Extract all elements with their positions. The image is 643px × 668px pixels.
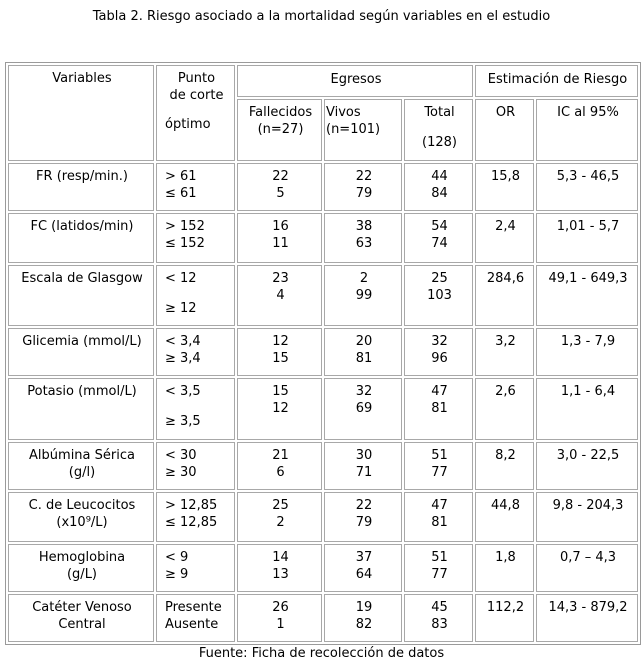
cell-variable bbox=[8, 492, 154, 542]
header-cell-or bbox=[475, 99, 534, 161]
cell-ic bbox=[536, 213, 638, 263]
cell-or-text: 8,2 bbox=[495, 448, 516, 463]
cell-corte-text: > 61 bbox=[165, 169, 197, 184]
header-punto-l1: Punto bbox=[177, 71, 216, 86]
cell-total-text: 51 bbox=[431, 550, 448, 565]
cell-vivos-text: 64 bbox=[355, 567, 373, 582]
header-cell-punto bbox=[156, 65, 235, 161]
cell-total-text: 51 bbox=[431, 448, 448, 463]
data-table bbox=[5, 62, 641, 645]
header-or: OR bbox=[495, 105, 516, 120]
cell-total bbox=[404, 163, 473, 211]
cell-corte-text: < 12 bbox=[165, 271, 197, 286]
cell-fallecidos-text: 15 bbox=[272, 384, 289, 399]
cell-corte bbox=[156, 328, 235, 376]
cell-ic bbox=[536, 378, 638, 440]
cell-corte bbox=[156, 163, 235, 211]
cell-total-text: 81 bbox=[431, 515, 448, 530]
cell-fallecidos-text: 21 bbox=[272, 448, 289, 463]
cell-or-text: 44,8 bbox=[491, 498, 520, 513]
cell-or-text: 284,6 bbox=[486, 271, 525, 286]
cell-fallecidos-text: 13 bbox=[272, 567, 289, 582]
cell-corte bbox=[156, 213, 235, 263]
cell-fallecidos bbox=[237, 328, 322, 376]
cell-corte-text: > 152 bbox=[165, 219, 205, 234]
cell-ic bbox=[536, 442, 638, 490]
cell-corte-text: ≥ 3,4 bbox=[165, 351, 201, 366]
cell-variable-text: Catéter Venoso bbox=[32, 600, 132, 615]
cell-total bbox=[404, 544, 473, 592]
cell-vivos-text: 19 bbox=[355, 600, 373, 615]
cell-ic-text: 9,8 - 204,3 bbox=[552, 498, 624, 513]
cell-total-text: 81 bbox=[431, 401, 448, 416]
cell-vivos-text: 71 bbox=[355, 465, 373, 480]
cell-corte bbox=[156, 378, 235, 440]
cell-vivos-text: 79 bbox=[355, 186, 373, 201]
cell-or-text: 15,8 bbox=[491, 169, 520, 184]
cell-vivos-text: 20 bbox=[355, 334, 373, 349]
cell-vivos-text: 37 bbox=[355, 550, 373, 565]
cell-corte-text: < 30 bbox=[165, 448, 197, 463]
cell-corte bbox=[156, 442, 235, 490]
cell-total-text: 32 bbox=[431, 334, 448, 349]
header-egresos: Egresos bbox=[330, 72, 382, 87]
header-vivos-l2: (n=101) bbox=[326, 122, 381, 137]
cell-fallecidos-text: 14 bbox=[272, 550, 289, 565]
cell-fallecidos-text: 16 bbox=[272, 219, 289, 234]
cell-or bbox=[475, 213, 534, 263]
cell-or bbox=[475, 442, 534, 490]
cell-variable-text: Potasio (mmol/L) bbox=[27, 384, 137, 399]
cell-vivos-text: 22 bbox=[355, 498, 373, 513]
cell-corte bbox=[156, 265, 235, 326]
cell-fallecidos bbox=[237, 163, 322, 211]
cell-variable-text: Glicemia (mmol/L) bbox=[22, 334, 142, 349]
cell-vivos-text: 2 bbox=[359, 271, 369, 286]
cell-or bbox=[475, 328, 534, 376]
cell-ic-text: 1,1 - 6,4 bbox=[560, 384, 616, 399]
cell-total-text: 44 bbox=[431, 169, 448, 184]
cell-fallecidos bbox=[237, 378, 322, 440]
cell-or-text: 2,6 bbox=[495, 384, 516, 399]
cell-variable-text: FC (latidos/min) bbox=[30, 219, 134, 234]
cell-total-text: 47 bbox=[431, 498, 448, 513]
cell-or-text: 112,2 bbox=[486, 600, 525, 615]
cell-variable bbox=[8, 213, 154, 263]
cell-corte-text: Ausente bbox=[165, 617, 219, 632]
cell-total bbox=[404, 213, 473, 263]
cell-ic bbox=[536, 328, 638, 376]
cell-corte-text: < 9 bbox=[165, 550, 189, 565]
cell-total-text: 84 bbox=[431, 186, 448, 201]
cell-or-text: 3,2 bbox=[495, 334, 516, 349]
cell-fallecidos bbox=[237, 213, 322, 263]
cell-ic-text: 0,7 – 4,3 bbox=[559, 550, 617, 565]
cell-corte-text: ≥ 12 bbox=[165, 301, 197, 316]
cell-total bbox=[404, 594, 473, 642]
cell-total bbox=[404, 328, 473, 376]
cell-fallecidos-text: 11 bbox=[272, 236, 289, 251]
table-caption: Tabla 2. Riesgo asociado a la mortalidad según variables en el estudio bbox=[92, 9, 551, 24]
cell-fallecidos bbox=[237, 544, 322, 592]
cell-corte-text: < 3,5 bbox=[165, 384, 201, 399]
cell-variable-text: Central bbox=[58, 617, 106, 632]
cell-ic-text: 5,3 - 46,5 bbox=[556, 169, 620, 184]
cell-or bbox=[475, 378, 534, 440]
cell-or-text: 1,8 bbox=[495, 550, 516, 565]
cell-vivos-text: 82 bbox=[355, 617, 373, 632]
cell-total-text: 74 bbox=[431, 236, 448, 251]
cell-vivos-text: 38 bbox=[355, 219, 373, 234]
cell-ic bbox=[536, 594, 638, 642]
cell-total-text: 77 bbox=[431, 465, 448, 480]
cell-ic-text: 1,01 - 5,7 bbox=[556, 219, 620, 234]
cell-fallecidos-text: 2 bbox=[276, 515, 285, 530]
cell-ic-text: 3,0 - 22,5 bbox=[556, 448, 620, 463]
table-footer: Fuente: Ficha de recolección de datos bbox=[198, 646, 445, 661]
cell-corte-text: < 3,4 bbox=[165, 334, 201, 349]
cell-variable bbox=[8, 265, 154, 326]
cell-variable bbox=[8, 328, 154, 376]
cell-vivos-text: 30 bbox=[355, 448, 373, 463]
cell-fallecidos-text: 6 bbox=[276, 465, 285, 480]
cell-or bbox=[475, 492, 534, 542]
cell-or bbox=[475, 544, 534, 592]
cell-fallecidos-text: 15 bbox=[272, 351, 289, 366]
header-punto-l3: óptimo bbox=[165, 117, 211, 132]
cell-total-text: 45 bbox=[431, 600, 448, 615]
cell-corte bbox=[156, 594, 235, 642]
cell-fallecidos-text: 1 bbox=[276, 617, 285, 632]
cell-fallecidos-text: 25 bbox=[272, 498, 289, 513]
cell-fallecidos-text: 23 bbox=[272, 271, 289, 286]
cell-variable bbox=[8, 378, 154, 440]
cell-or-text: 2,4 bbox=[495, 219, 516, 234]
cell-ic-text: 49,1 - 649,3 bbox=[548, 271, 628, 286]
cell-corte-text: > 12,85 bbox=[165, 498, 218, 513]
cell-corte-text: ≤ 61 bbox=[165, 186, 197, 201]
cell-variable-text: (x10⁹/L) bbox=[56, 515, 108, 530]
cell-vivos-text: 32 bbox=[355, 384, 373, 399]
header-vivos-l1: Vivos bbox=[326, 105, 361, 120]
cell-variable-text: Albúmina Sérica bbox=[29, 448, 135, 463]
cell-vivos bbox=[324, 265, 402, 326]
cell-or bbox=[475, 594, 534, 642]
cell-total-text: 83 bbox=[431, 617, 448, 632]
header-riesgo: Estimación de Riesgo bbox=[487, 72, 628, 87]
header-cell-vivos bbox=[324, 99, 402, 161]
cell-fallecidos-text: 12 bbox=[272, 334, 289, 349]
cell-vivos bbox=[324, 163, 402, 211]
header-cell-ic bbox=[536, 99, 638, 161]
cell-total-text: 25 bbox=[431, 271, 448, 286]
cell-vivos bbox=[324, 442, 402, 490]
cell-fallecidos-text: 4 bbox=[276, 288, 285, 303]
cell-fallecidos bbox=[237, 594, 322, 642]
header-cell-riesgo bbox=[475, 65, 638, 97]
cell-total-text: 47 bbox=[431, 384, 448, 399]
cell-variable-text: (g/L) bbox=[66, 567, 98, 582]
header-cell-total bbox=[404, 99, 473, 161]
cell-variable bbox=[8, 163, 154, 211]
cell-corte-text: ≤ 152 bbox=[165, 236, 205, 251]
cell-total-text: 54 bbox=[431, 219, 448, 234]
cell-fallecidos-text: 12 bbox=[272, 401, 289, 416]
cell-variable-text: Hemoglobina bbox=[38, 550, 126, 565]
cell-corte-text: ≥ 9 bbox=[165, 567, 189, 582]
cell-ic-text: 1,3 - 7,9 bbox=[560, 334, 616, 349]
cell-corte-text: ≥ 30 bbox=[165, 465, 197, 480]
cell-fallecidos bbox=[237, 442, 322, 490]
cell-vivos-text: 79 bbox=[355, 515, 373, 530]
cell-corte-text: ≤ 12,85 bbox=[165, 515, 218, 530]
header-variables: Variables bbox=[52, 71, 112, 86]
cell-ic bbox=[536, 163, 638, 211]
cell-corte-text: Presente bbox=[165, 600, 222, 615]
cell-variable-text: C. de Leucocitos bbox=[28, 498, 136, 513]
header-total-l2: (128) bbox=[422, 135, 457, 150]
cell-corte bbox=[156, 492, 235, 542]
cell-variable-text: (g/l) bbox=[68, 465, 96, 480]
cell-vivos bbox=[324, 378, 402, 440]
cell-total bbox=[404, 378, 473, 440]
header-cell-variables bbox=[8, 65, 154, 161]
cell-total-text: 96 bbox=[431, 351, 448, 366]
cell-or bbox=[475, 163, 534, 211]
cell-variable-text: Escala de Glasgow bbox=[21, 271, 143, 286]
cell-corte-text: ≥ 3,5 bbox=[165, 414, 201, 429]
cell-ic bbox=[536, 492, 638, 542]
header-ic: IC al 95% bbox=[557, 105, 619, 120]
cell-total bbox=[404, 442, 473, 490]
cell-vivos-text: 69 bbox=[355, 401, 373, 416]
cell-ic-text: 14,3 - 879,2 bbox=[548, 600, 628, 615]
cell-variable-text: FR (resp/min.) bbox=[36, 169, 128, 184]
cell-variable bbox=[8, 544, 154, 592]
cell-vivos bbox=[324, 594, 402, 642]
cell-corte bbox=[156, 544, 235, 592]
cell-or bbox=[475, 265, 534, 326]
cell-vivos bbox=[324, 328, 402, 376]
cell-variable bbox=[8, 594, 154, 642]
cell-fallecidos-text: 5 bbox=[276, 186, 285, 201]
cell-fallecidos-text: 22 bbox=[272, 169, 289, 184]
cell-total-text: 77 bbox=[431, 567, 448, 582]
cell-variable bbox=[8, 442, 154, 490]
header-cell-fallecidos bbox=[237, 99, 322, 161]
header-fallecidos-l1: Fallecidos bbox=[248, 105, 313, 120]
header-cell-egresos bbox=[237, 65, 473, 97]
cell-fallecidos-text: 26 bbox=[272, 600, 289, 615]
cell-ic bbox=[536, 265, 638, 326]
cell-vivos-text: 81 bbox=[355, 351, 373, 366]
cell-total bbox=[404, 492, 473, 542]
cell-vivos bbox=[324, 544, 402, 592]
cell-vivos-text: 22 bbox=[355, 169, 373, 184]
header-punto-l2: de corte bbox=[169, 88, 224, 103]
header-total-l1: Total bbox=[424, 105, 455, 120]
cell-vivos-text: 99 bbox=[355, 288, 373, 303]
cell-vivos bbox=[324, 213, 402, 263]
cell-vivos-text: 63 bbox=[355, 236, 373, 251]
cell-total-text: 103 bbox=[427, 288, 452, 303]
cell-fallecidos bbox=[237, 265, 322, 326]
cell-vivos bbox=[324, 492, 402, 542]
cell-ic bbox=[536, 544, 638, 592]
header-fallecidos-l2: (n=27) bbox=[257, 122, 304, 137]
cell-fallecidos bbox=[237, 492, 322, 542]
cell-total bbox=[404, 265, 473, 326]
